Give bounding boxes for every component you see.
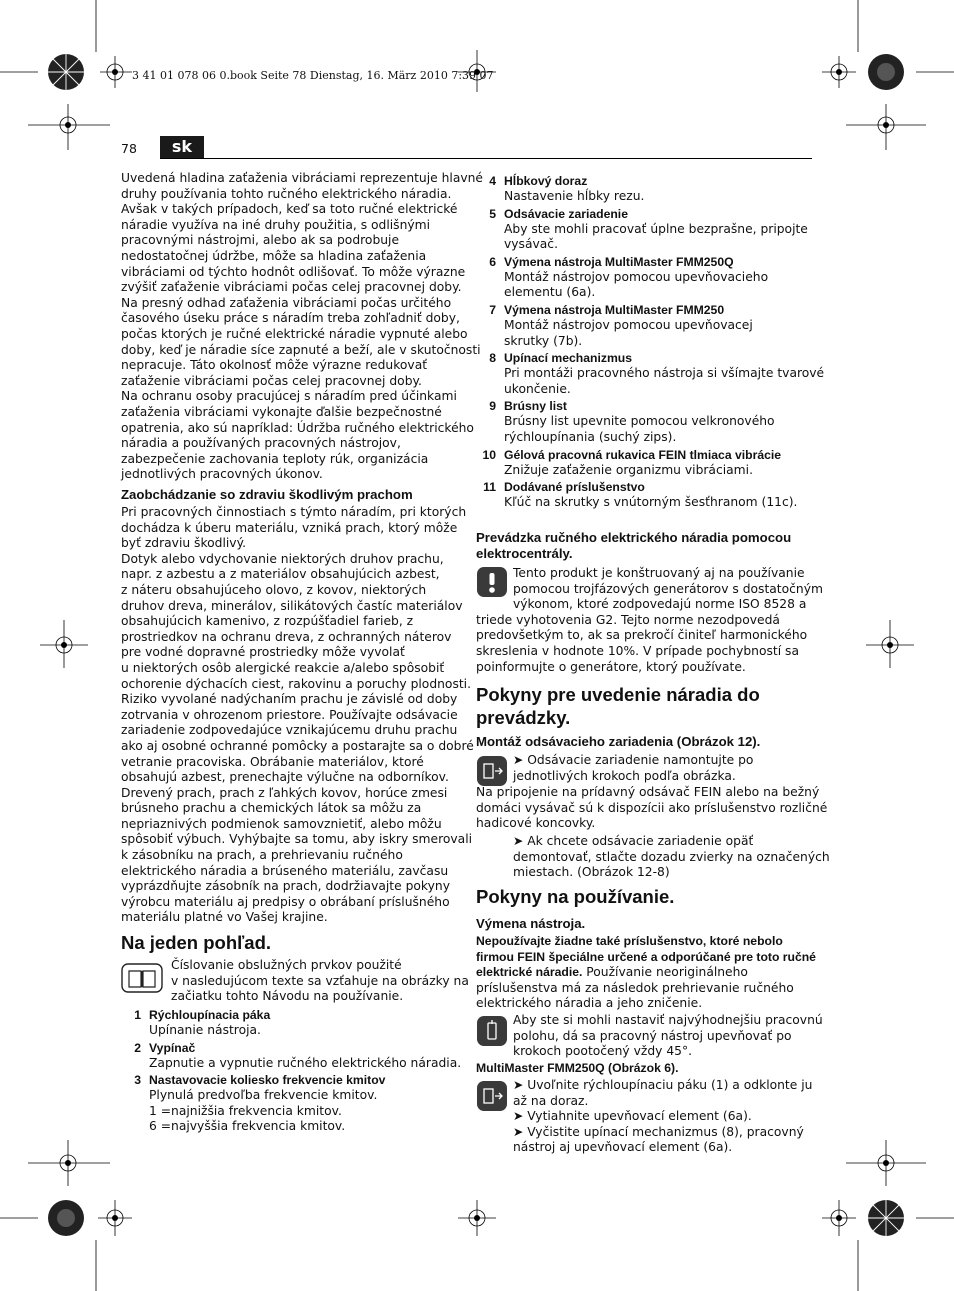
item-description: Plynulá predvoľba frekvencie kmitov. xyxy=(149,1088,378,1103)
startup-heading-text-line: Pokyny pre uvedenie náradia do xyxy=(476,684,760,705)
item-description: Aby ste mohli pracovať úplne bezprašne, pripojte xyxy=(504,221,808,236)
dust-text-line: Pri pracovných činnostiach s týmto náradím, pri ktorých xyxy=(121,505,467,519)
item-description: Pri montáži pracovného nástroja si všímajte tvarové xyxy=(504,366,825,381)
item-number: 11 xyxy=(483,480,496,495)
mount-text-line: domáci vysávač sú k dispozícii ako príslušenstvo rozličné xyxy=(476,800,828,815)
item-title: Odsávacie zariadenie xyxy=(504,206,628,221)
glance-intro-text-line: začiatku tohto Návodu na používanie. xyxy=(171,989,404,1004)
glance-intro-text-line: v nasledujúcom texte sa vzťahuje na obrázky na xyxy=(171,973,469,988)
item-heading xyxy=(476,174,816,189)
page-number: 78 xyxy=(121,141,137,156)
item-number: 7 xyxy=(489,302,496,317)
multimaster-step-line: nástroj aj upevňovací element (6a). xyxy=(513,1140,733,1155)
dust-text-line: zariadenie zodpovedajúce vznikajúcemu druhu prachu xyxy=(121,723,458,738)
dust-text-line: zotrvania v ohrozenom priestore. Používajte odsávacie xyxy=(121,707,458,722)
mount-step-1-text-line: ➤ Odsávacie zariadenie namontujte po xyxy=(513,753,754,767)
mount-step-1 xyxy=(513,753,813,784)
warning-rest-line-1: príslušenstva má za následok prehrievanie ručného xyxy=(476,980,794,995)
item-heading xyxy=(476,399,816,414)
dust-text-line: Dotyk alebo vdychovanie niektorých druhov prachu, xyxy=(121,551,444,566)
generator-text-line: triede vyhotovenia G2. Tejto norme nezodpovedá xyxy=(476,612,780,627)
dust-text-line: pre vodné dopravné prostriedky môže vyvolať xyxy=(121,645,405,660)
item-description: vysávač. xyxy=(504,237,558,252)
generator-text-line: skreslenia v hodnote 10%. V prípade pochybností sa xyxy=(476,643,799,658)
mount-step-1-text-line: jednotlivých krokoch podľa obrázka. xyxy=(513,768,736,783)
item-title: Nastavovacie koliesko frekvencie kmitov xyxy=(149,1073,386,1088)
item-description: ukončenie. xyxy=(504,381,571,396)
generator-heading-text-line: elektrocentrály. xyxy=(476,546,573,561)
item-title: Rýchloupínacia páka xyxy=(149,1008,271,1022)
generator-paragraph xyxy=(476,566,823,675)
item-title: Upínací mechanizmus xyxy=(504,351,633,366)
item-description: Zapnutie a vypnutie ručného elektrického náradia. xyxy=(149,1055,462,1070)
dust-text-line: obsahujúcich kamenivo, z rozpúšťadiel farieb, z xyxy=(121,614,414,629)
manual-book-icon xyxy=(121,963,163,993)
item-title: Výmena nástroja MultiMaster FMM250Q xyxy=(504,254,734,269)
angle-paragraph xyxy=(513,1013,823,1060)
warning-rest-start: Používanie neoriginálneho xyxy=(582,965,748,980)
generator-text-line: predovšetkým to, ak sa prekročí činiteľ harmonického xyxy=(476,628,808,643)
multimaster-heading: MultiMaster FMM250Q (Obrázok 6). xyxy=(476,1061,679,1075)
startup-heading-text-line: prevádzky. xyxy=(476,706,571,728)
item-title: Gélová pracovná rukavica FEIN tlmiaca vibrácie xyxy=(504,447,782,462)
vibration-text-line: druhy používania tohto ručného elektrického náradia. xyxy=(121,186,452,201)
angle-text-line: Aby ste si mohli nastaviť najvýhodnejšiu pracovnú xyxy=(513,1013,823,1027)
dust-text-line: materiálu platné vo Vašej krajine. xyxy=(121,910,328,925)
item-description: rýchloupínania (suchý zips). xyxy=(504,429,677,444)
item-number: 1 xyxy=(134,1008,141,1022)
vibration-text-line: Na presný odhad zaťaženia vibráciami počas určitého xyxy=(121,295,452,310)
item-number: 3 xyxy=(134,1073,141,1088)
warning-bold-line-1: Nepoužívajte žiadne také príslušenstvo, ktoré nebolo xyxy=(476,934,783,948)
multimaster-step-line: ➤ Vytiahnite upevňovací element (6a). xyxy=(513,1109,752,1124)
dust-text-line: napr. z azbestu a z materiálov obsahujúcich azbest, xyxy=(121,567,440,582)
vibration-text-line: vibráciami od týchto hodnôt odlišovať. To môže výrazne xyxy=(121,264,466,279)
item-heading xyxy=(476,303,816,318)
vibration-text-line: nepracuje. Táto okolnosť môže výrazne redukovať xyxy=(121,358,428,373)
item-description: skrutky (7b). xyxy=(504,333,583,348)
mount-step-2-text-line: miestach. (Obrázok 12-8) xyxy=(513,865,670,880)
mount-step-2-text-line: ➤ Ak chcete odsávacie zariadenie opäť xyxy=(513,834,754,848)
item-title: Dodávané príslušenstvo xyxy=(504,480,645,495)
item-heading xyxy=(476,255,816,270)
book-info: 3 41 01 078 06 0.book Seite 78 Dienstag, 16. März 2010 7:39 07 xyxy=(132,69,494,82)
dust-text-line: ako aj osobné ochranné pomôcky a postarajte sa o dobré xyxy=(121,738,474,753)
item-description: Montáž nástrojov pomocou upevňovacieho xyxy=(504,269,769,284)
vibration-text-line: náradia a používaných pracovných nástrojov, xyxy=(121,436,401,451)
angle-text-line: polohu, dá sa pracovný nástroj upevňovať po xyxy=(513,1028,792,1043)
mount-heading: Montáž odsávacieho zariadenia (Obrázok 12). xyxy=(476,734,761,749)
item-description: Upínanie nástroja. xyxy=(149,1023,261,1037)
dust-heading: Zaobchádzanie so zdraviu škodlivým prachom xyxy=(121,487,413,502)
vibration-text-line: časového úseku práce s náradím treba zohľadniť doby, xyxy=(121,311,460,326)
item-description: Znižuje zaťaženie organizmu vibráciami. xyxy=(504,462,753,477)
item-description: 1 =najnižšia frekvencia kmitov. xyxy=(149,1103,342,1118)
dust-text-line: u niektorých osôb alergické reakcie a/alebo spôsobiť xyxy=(121,660,445,675)
item-number: 6 xyxy=(489,254,496,269)
vibration-text-line: nedostatočnej údržbe, môže sa hladina zaťaženia xyxy=(121,248,427,263)
dust-text-line: byť zdraviu škodlivý. xyxy=(121,536,247,551)
multimaster-step-line: ➤ Uvoľnite rýchloupínaciu páku (1) a odklonte ju xyxy=(513,1078,813,1092)
dust-text-line: vyprázdňujte zásobník na prach, dodržiavajte pokyny xyxy=(121,879,450,894)
angle-tool-icon xyxy=(477,1016,507,1046)
warning-bold-line-2: firmou FEIN špeciálne určené a odporúčané pre toto ručné xyxy=(476,949,816,964)
item-number: 10 xyxy=(482,447,496,462)
vibration-text-line: doby, keď je náradie síce zapnuté a beží, ale v skutočnosti xyxy=(121,342,481,357)
item-description: Kľúč na skrutky s vnútorným šesťhranom (11c). xyxy=(504,495,798,510)
item-description: Montáž nástrojov pomocou upevňovacej xyxy=(504,317,753,332)
mount-text-line: Na pripojenie na prídavný odsávač FEIN alebo na bežný xyxy=(476,785,820,799)
warning-bold-end: elektrické náradie. xyxy=(476,965,583,980)
left-item-list xyxy=(121,1006,466,1135)
item-heading xyxy=(121,1073,466,1088)
item-heading xyxy=(476,351,816,366)
vibration-text-line: zaťaženia vibráciami vykonajte ďalšie bezpečnostné xyxy=(121,404,442,419)
item-description: Brúsny list upevnite pomocou velkronového xyxy=(504,414,775,429)
mount-step-2-text-line: demontovať, stlačte dozadu zvierky na označených xyxy=(513,849,830,864)
generator-heading-text-line: Prevádzka ručného elektrického náradia pomocou xyxy=(476,530,792,545)
glance-heading: Na jeden pohľad. xyxy=(121,932,272,953)
vibration-text-line: Uvedená hladina zaťaženia vibráciami reprezentuje hlavné xyxy=(121,171,483,185)
vibration-text-line: počas ktorých je ručné elektrické náradie vypnuté alebo xyxy=(121,326,468,341)
dust-text-line: vetranie pracoviska. Obrábanie materiálov, ktoré xyxy=(121,754,424,769)
dust-paragraph xyxy=(121,505,474,926)
vibration-text-line: opatrenia, ako sú napríklad: Údržba ručného elektrického xyxy=(121,420,474,435)
right-item-list xyxy=(476,172,825,511)
multimaster-step-line: až na doraz. xyxy=(513,1093,589,1108)
tool-mounting-icon xyxy=(477,756,507,786)
glance-intro-text-line: Číslovanie obslužných prvkov použité xyxy=(171,958,402,972)
item-title: Brúsny list xyxy=(504,399,567,414)
startup-heading xyxy=(476,684,816,729)
generator-heading xyxy=(476,530,816,562)
use-heading: Pokyny na používanie. xyxy=(476,886,675,907)
item-heading xyxy=(121,1041,466,1056)
dust-text-line: Riziko vyvolané nadýchaním prachu je závislé od doby xyxy=(121,692,458,707)
mount-text-line: hadicové koncovky. xyxy=(476,816,596,831)
dust-text-line: obsahujú azbest, prenechajte výlučne na odborníkov. xyxy=(121,770,449,785)
generator-text-line: poinformujte o generátore, ktorý používate. xyxy=(476,659,746,674)
multimaster-step-line: ➤ Vyčistite upínací mechanizmus (8), pracovný xyxy=(513,1124,804,1139)
dust-text-line: k zásobníku na prach, a prehrievaniu ručného xyxy=(121,848,403,863)
item-number: 5 xyxy=(489,206,496,221)
dust-text-line: ochorenie dýchacích ciest, rakovinu a poruchy plodnosti. xyxy=(121,676,472,691)
item-heading xyxy=(121,1008,466,1023)
warning-paragraph xyxy=(476,934,821,1012)
dust-text-line: nepriaznivých podmienok samovznietiť, alebo môžu xyxy=(121,816,442,831)
vibration-text-line: zaťaženie vibráciami počas celej pracovnej doby. xyxy=(121,373,422,388)
item-description: 6 =najvyššia frekvencia kmitov. xyxy=(149,1119,346,1134)
vibration-text-line: pracovnými nástrojmi, alebo ak sa podrobuje xyxy=(121,233,400,248)
dust-text-line: spôsobiť výbuch. Vyhýbajte sa tomu, aby iskry smerovali xyxy=(121,832,473,847)
item-number: 2 xyxy=(134,1040,141,1055)
warning-rest-line-2: elektrického náradia a jeho zničenie. xyxy=(476,996,703,1011)
dust-text-line: prostriedkov na ochranu dreva, z ochranných náterov xyxy=(121,629,452,644)
item-description: elementu (6a). xyxy=(504,285,596,300)
header-rule xyxy=(160,158,812,159)
dust-text-line: elektrického náradia a brúseného materiálu, zavčasu xyxy=(121,863,449,878)
generator-text-line: výkonom, ktoré zodpovedajú norme ISO 8528 a xyxy=(513,597,807,612)
vibration-text-line: zabezpečenie zachovania teploty rúk, organizácia xyxy=(121,451,429,466)
tool-change-heading: Výmena nástroja. xyxy=(476,916,586,931)
item-number: 4 xyxy=(489,174,496,188)
item-heading xyxy=(476,448,816,463)
dust-text-line: Drevený prach, prach z ľahkých kovov, horúce zmesi xyxy=(121,785,448,800)
vibration-text-line: Avšak v takých prípadoch, keď sa toto ručné elektrické xyxy=(121,202,458,217)
generator-text-line: Tento produkt je konštruovaný aj na používanie xyxy=(513,566,805,580)
item-title: Vypínač xyxy=(149,1040,196,1055)
dust-text-line: brúsneho prachu a chemických látok sa môžu za xyxy=(121,801,422,816)
tool-change-icon xyxy=(477,1081,507,1111)
generator-text-line: pomocou trojfázových generátorov s dostatočným xyxy=(513,581,823,596)
item-number: 8 xyxy=(489,351,496,366)
dust-text-line: z náteru obsahujúceho olovo, z kovov, niektorých xyxy=(121,582,427,597)
vibration-paragraph xyxy=(121,171,483,483)
item-number: 9 xyxy=(489,399,496,414)
vibration-text-line: Na ochranu osoby pracujúcej s náradím pred účinkami xyxy=(121,389,457,404)
mount-step-2 xyxy=(513,834,830,881)
item-heading xyxy=(476,480,816,495)
vibration-text-line: jednotlivých pracovných úkonov. xyxy=(121,467,323,482)
dust-text-line: výrobcu materiálu aj predpisy o obrábaní príslušného xyxy=(121,894,450,909)
dust-text-line: dochádza k úberu materiálu, vzniká prach, ktorý môže xyxy=(121,520,458,535)
glance-intro xyxy=(171,958,469,1005)
vibration-text-line: zvýšiť zaťaženie vibráciami počas celej pracovnej doby. xyxy=(121,280,462,295)
dust-text-line: druhov dreva, minerálov, silikátových častíc materiálov xyxy=(121,598,463,613)
vibration-text-line: náradie využíva na iné druhy použitia, s odlišnými xyxy=(121,217,431,232)
item-description: Nastavenie hĺbky rezu. xyxy=(504,189,645,203)
multimaster-steps xyxy=(513,1078,813,1156)
item-heading xyxy=(476,207,816,222)
mount-paragraph xyxy=(476,785,828,832)
language-tab: sk xyxy=(160,136,204,158)
angle-text-line: krokoch pootočený vždy 45°. xyxy=(513,1044,693,1059)
item-title: Hĺbkový doraz xyxy=(504,174,588,188)
item-title: Výmena nástroja MultiMaster FMM250 xyxy=(504,302,725,317)
